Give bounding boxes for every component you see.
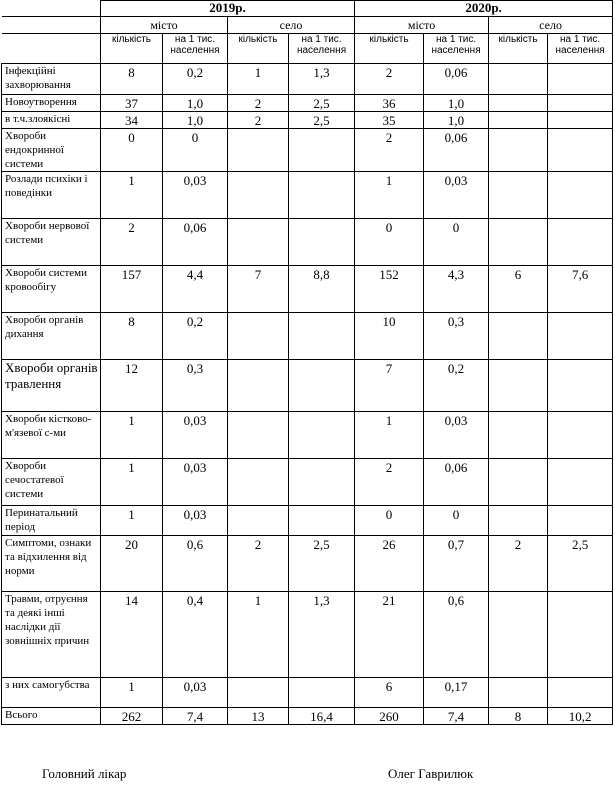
- value-cell: 1,0: [424, 95, 489, 112]
- value-cell: 0,2: [424, 360, 489, 412]
- value-cell: 1: [101, 172, 163, 219]
- value-cell: [489, 313, 548, 360]
- year-header: 2019р.: [101, 1, 355, 17]
- row-label: Розлади психіки і поведінки: [2, 172, 101, 219]
- column-header: кількість: [101, 34, 163, 64]
- value-cell: [289, 219, 355, 266]
- value-cell: 35: [355, 112, 424, 129]
- value-cell: [548, 95, 613, 112]
- value-cell: 2: [355, 459, 424, 506]
- value-cell: 8: [101, 313, 163, 360]
- value-cell: 0,06: [163, 219, 228, 266]
- row-label: з них самогубства: [2, 678, 101, 708]
- value-cell: 6: [355, 678, 424, 708]
- value-cell: [489, 592, 548, 678]
- value-cell: [489, 459, 548, 506]
- value-cell: 1: [101, 506, 163, 536]
- value-cell: [548, 313, 613, 360]
- value-cell: 26: [355, 536, 424, 592]
- value-cell: 0,2: [163, 313, 228, 360]
- value-cell: [548, 412, 613, 459]
- value-cell: 2,5: [289, 536, 355, 592]
- value-cell: 2,5: [289, 95, 355, 112]
- corner-cell: [2, 34, 101, 64]
- value-cell: 0,03: [424, 412, 489, 459]
- table-row: [2, 172, 613, 219]
- year-header: 2020р.: [355, 1, 613, 17]
- value-cell: 0,03: [424, 172, 489, 219]
- table-row: [2, 129, 613, 172]
- value-cell: [489, 112, 548, 129]
- table-row: [2, 592, 613, 678]
- value-cell: 1: [355, 412, 424, 459]
- value-cell: 1: [355, 172, 424, 219]
- value-cell: 1,3: [289, 592, 355, 678]
- value-cell: [289, 360, 355, 412]
- value-cell: [289, 506, 355, 536]
- value-cell: 1,3: [289, 64, 355, 95]
- table-row: [2, 360, 613, 412]
- value-cell: 4,4: [163, 266, 228, 313]
- row-label: Новоутворення: [2, 95, 101, 112]
- value-cell: 0,7: [424, 536, 489, 592]
- row-label: Всього: [2, 708, 101, 725]
- value-cell: [548, 64, 613, 95]
- row-label: в т.ч.злоякісні: [2, 112, 101, 129]
- value-cell: 13: [228, 708, 289, 725]
- corner-cell: [2, 17, 101, 34]
- row-label: Перинатальний період: [2, 506, 101, 536]
- value-cell: 1: [228, 64, 289, 95]
- value-cell: 2: [489, 536, 548, 592]
- morbidity-table: [1, 0, 613, 725]
- value-cell: [489, 678, 548, 708]
- value-cell: 1,0: [163, 95, 228, 112]
- value-cell: [289, 459, 355, 506]
- column-header: на 1 тис. населення: [163, 34, 228, 64]
- row-label: Інфекційні захворювання: [2, 64, 101, 95]
- value-cell: [548, 172, 613, 219]
- value-cell: 2: [228, 95, 289, 112]
- table-row: [2, 459, 613, 506]
- value-cell: 1: [228, 592, 289, 678]
- value-cell: 2: [355, 129, 424, 172]
- row-label: Хвороби сечостатевої системи: [2, 459, 101, 506]
- value-cell: [489, 95, 548, 112]
- value-cell: 14: [101, 592, 163, 678]
- value-cell: [548, 219, 613, 266]
- column-header: кількість: [355, 34, 424, 64]
- table-row: [2, 412, 613, 459]
- row-label: Хвороби нервової системи: [2, 219, 101, 266]
- column-header: на 1 тис. населення: [548, 34, 613, 64]
- value-cell: 34: [101, 112, 163, 129]
- table-row: [2, 708, 613, 725]
- value-cell: 7: [228, 266, 289, 313]
- value-cell: [289, 172, 355, 219]
- table-row: [2, 506, 613, 536]
- value-cell: [489, 219, 548, 266]
- value-cell: 0: [355, 506, 424, 536]
- value-cell: 7: [355, 360, 424, 412]
- value-cell: [289, 313, 355, 360]
- value-cell: 8: [489, 708, 548, 725]
- value-cell: [548, 506, 613, 536]
- value-cell: [548, 459, 613, 506]
- value-cell: 0,03: [163, 506, 228, 536]
- row-label: Хвороби органів дихання: [2, 313, 101, 360]
- column-header: на 1 тис. населення: [424, 34, 489, 64]
- value-cell: 2,5: [548, 536, 613, 592]
- value-cell: 1: [101, 459, 163, 506]
- value-cell: 0,3: [424, 313, 489, 360]
- value-cell: 0,6: [163, 536, 228, 592]
- value-cell: [548, 360, 613, 412]
- value-cell: [228, 360, 289, 412]
- value-cell: [228, 313, 289, 360]
- column-header: на 1 тис. населення: [289, 34, 355, 64]
- value-cell: 1,0: [163, 112, 228, 129]
- value-cell: 20: [101, 536, 163, 592]
- value-cell: [228, 219, 289, 266]
- area-header: місто: [355, 17, 489, 34]
- value-cell: 10,2: [548, 708, 613, 725]
- value-cell: [228, 129, 289, 172]
- table-row: [2, 313, 613, 360]
- row-label: Травми, отруєння та деякі інші наслідки дії зовнішніх причин: [2, 592, 101, 678]
- value-cell: [548, 129, 613, 172]
- value-cell: 0,4: [163, 592, 228, 678]
- value-cell: 0: [163, 129, 228, 172]
- value-cell: 262: [101, 708, 163, 725]
- value-cell: [489, 360, 548, 412]
- value-cell: 0: [101, 129, 163, 172]
- value-cell: [289, 678, 355, 708]
- value-cell: 12: [101, 360, 163, 412]
- value-cell: 6: [489, 266, 548, 313]
- value-cell: 0,6: [424, 592, 489, 678]
- value-cell: 0,03: [163, 412, 228, 459]
- value-cell: 0,2: [163, 64, 228, 95]
- value-cell: [228, 172, 289, 219]
- area-header: місто: [101, 17, 228, 34]
- table-row: [2, 266, 613, 313]
- value-cell: [228, 412, 289, 459]
- signature-role: Головний лікар: [42, 766, 127, 781]
- value-cell: 152: [355, 266, 424, 313]
- value-cell: [489, 129, 548, 172]
- value-cell: 2: [355, 64, 424, 95]
- value-cell: [548, 112, 613, 129]
- value-cell: [489, 412, 548, 459]
- value-cell: 0,17: [424, 678, 489, 708]
- value-cell: 2: [228, 112, 289, 129]
- value-cell: [489, 172, 548, 219]
- value-cell: 7,4: [424, 708, 489, 725]
- value-cell: [489, 64, 548, 95]
- row-label: Симптоми, ознаки та відхилення від норми: [2, 536, 101, 592]
- row-label: Хвороби системи кровообігу: [2, 266, 101, 313]
- table-row: [2, 536, 613, 592]
- value-cell: [228, 506, 289, 536]
- value-cell: 1: [101, 412, 163, 459]
- row-label: Хвороби ендокринної системи: [2, 129, 101, 172]
- value-cell: 10: [355, 313, 424, 360]
- value-cell: 7,4: [163, 708, 228, 725]
- value-cell: 21: [355, 592, 424, 678]
- table-row: [2, 95, 613, 112]
- signature-name: Олег Гаврилюк: [388, 766, 474, 781]
- area-header: село: [228, 17, 355, 34]
- corner-cell: [2, 1, 101, 17]
- area-header: село: [489, 17, 613, 34]
- value-cell: [489, 506, 548, 536]
- value-cell: 0,3: [163, 360, 228, 412]
- value-cell: 0,06: [424, 129, 489, 172]
- table-row: [2, 678, 613, 708]
- value-cell: 4,3: [424, 266, 489, 313]
- value-cell: [289, 412, 355, 459]
- value-cell: 2: [101, 219, 163, 266]
- value-cell: [228, 459, 289, 506]
- column-header: кількість: [228, 34, 289, 64]
- value-cell: [289, 129, 355, 172]
- column-header: кількість: [489, 34, 548, 64]
- value-cell: 1: [101, 678, 163, 708]
- value-cell: 0,03: [163, 678, 228, 708]
- value-cell: [228, 678, 289, 708]
- value-cell: 37: [101, 95, 163, 112]
- value-cell: 260: [355, 708, 424, 725]
- value-cell: 16,4: [289, 708, 355, 725]
- value-cell: 8,8: [289, 266, 355, 313]
- value-cell: 8: [101, 64, 163, 95]
- value-cell: [548, 678, 613, 708]
- value-cell: 157: [101, 266, 163, 313]
- value-cell: 7,6: [548, 266, 613, 313]
- table-row: [2, 112, 613, 129]
- row-label: Хвороби кістково-м'язевої с-ми: [2, 412, 101, 459]
- value-cell: 0,06: [424, 64, 489, 95]
- value-cell: 2: [228, 536, 289, 592]
- value-cell: 0,03: [163, 172, 228, 219]
- value-cell: 0,03: [163, 459, 228, 506]
- value-cell: [548, 592, 613, 678]
- value-cell: 0,06: [424, 459, 489, 506]
- table-row: [2, 64, 613, 95]
- value-cell: 36: [355, 95, 424, 112]
- value-cell: 0: [355, 219, 424, 266]
- value-cell: 1,0: [424, 112, 489, 129]
- row-label: Хвороби органів травлення: [2, 360, 101, 412]
- value-cell: 0: [424, 219, 489, 266]
- value-cell: 2,5: [289, 112, 355, 129]
- table-row: [2, 219, 613, 266]
- value-cell: 0: [424, 506, 489, 536]
